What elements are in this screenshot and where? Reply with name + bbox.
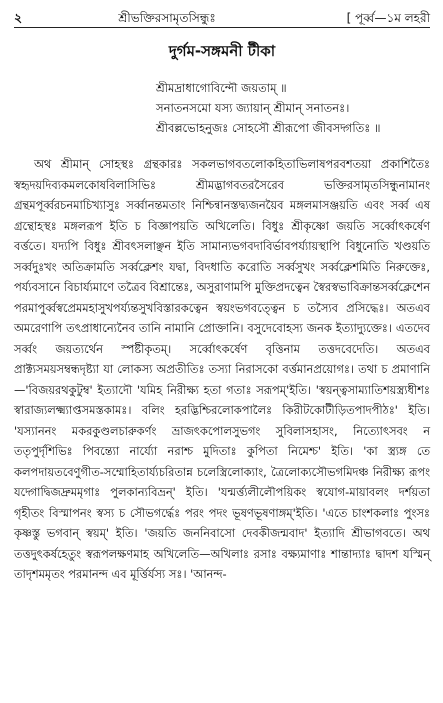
book-title: শ্রীভক্তিরসামৃতসিন্ধুঃ (118, 11, 216, 25)
section-label: [ পূর্ব্ব—১ম লহরী (346, 11, 430, 25)
verse-line: সনাতনসমো যস্য জ্যায়ান্ শ্রীমান্ সনাতনঃ। (156, 101, 350, 115)
commentary-heading: দুর্গম-সঙ্গমনী টীকা (168, 42, 276, 60)
page-header (14, 10, 430, 26)
verse-line: শ্রীমদ্রাধাগোবিন্দৌ জয়তাম্ ॥ (156, 81, 287, 95)
commentary-paragraph: অথ শ্রীমান্ সোহস্থঃ গ্রন্থকারঃ সকলভাগবতলোকহিতাভিলাষপরবশতয়া প্রকাশিতৈঃ স্বহৃদয়দিব্যকমলকোষবিলাসিভিঃ শ্রীমদ্ভাগবতরসৈরেব ভক্তিরসামৃতসিন্ধুনামানং গ্রন্থমপূর্ব্বরচনমাচিখ্যাসুঃ সর্ব্বানন্তমতাং নিশ্চিন্বানস্তদ্ব্যজনয়ৈব মঙ্গলমাসঞ্জয়তি এবং সর্ব্ব এষ গ্রন্থোহস্থঃ মঙ্গলরূপ ইতি চ বিজ্ঞাপয়তি অখিলেতি। বিধুঃ শ্রীকৃষ্ণো জয়তি সর্ব্বোৎকর্ষেণ বর্ত্ততে। যদ্যপি বিধুঃ শ্রীবৎসলাঞ্ছন ইতি সামান্যভগবদাবির্ভাবপর্য্যায়স্থাপি বিধুনোতি খণ্ডয়তি সর্ব্বদুঃখং অতিক্রামতি সর্ব্বক্লেশং যদ্বা, বিদধাতি করোতি সর্ব্বসুখং সর্ব্বক্লেশমিতি নিরুক্তেঃ, পর্য্যবসানে বিচার্য্যমাণে তত্রৈব বিশ্রান্তেঃ, অসুরাণামপি মুক্তিপ্রদত্বেন স্বৈরস্বভাবিক্রান্তসর্ব্বক্লেশেন পরমাপুর্ব্বস্বপ্রেমমহাসুখপর্য্যন্তসুখবিস্তারকত্বেন স্বয়ংভগবত্ত্বেন চ তস্যৈব প্রসিদ্ধেঃ। অতএব অমরেণাপি তৎপ্রাধান্যেনৈব তানি নামানি প্রোক্তানি। বসুদেবোহস্য জনক ইত্যাদ্যুক্তেঃ। এতদেব সর্ব্বং জয়ত্যর্থেন স্পষ্টীকৃতম্। সর্ব্বোৎকর্ষেণ বৃত্তিনাম তত্তদবেদেতি। অতএব প্রাক্ট্যসময়সম্বন্ধদৃষ্ট্যা যা লোকস্য অপ্রতীতিঃ তস্যা নিরাসকো বর্ত্তমানপ্রয়োগঃ। তথা চ প্রমাণানি—'বিজয়রথকুটুম্ব' ইত্যাদৌ 'যমিহ নিরীক্ষ্য হতা গতাঃ সরূপম্'ইতি। 'স্বয়ন্ত্বসাম্যাতিশয়স্ত্র্যধীশঃ স্বারাজ্যলক্ষ্ম্যাপ্তসমস্তকামঃ। বলিং হরদ্ভিশ্চিরলোকপালৈঃ কিরীটকোটীড়িতপাদপীঠঃ' ইতি। 'যস্যাননং মকরকুণ্ডলচারুকর্ণং ভ্রাজৎকপোলসুভগং সুবিলাসহাসং, নিত্যোৎসবং ন ততৃপুর্দৃশিভিঃ পিবন্ত্যো নার্য্যো নরাশ্চ মুদিতাঃ কুপিতা নিমেশ্চ' ইতি। 'কা স্ত্র্যঙ্গ তে কলপদায়তবেণুগীত-সম্মোহিতার্য্যচরিতান্ন চলেস্ত্রিলোক্যাং, ত্রৈলোক্যসৌভগমিদঞ্চ নিরীক্ষ্য রূপং যদ্গোদ্বিজদ্রুমমৃগাঃ পুলকান্যবিভ্রন্' ইতি। 'যন্মর্ত্ত্যলীলৌপয়িকং স্বযোগ-মায়াবলং দর্শয়তা গৃহীতং বিস্মাপনং স্বস্য চ সৌভগর্দ্ধেঃ পরং পদং ভূষণভূষণাঙ্গম্'ইতি। 'এতে চাংশকলাঃ পুংসঃ কৃষ্ণস্তু ভগবান্ স্বয়ম্' ইতি। 'জয়তি জননিবাসো দেবকীজন্মবাদ' ইত্যাদি শ্রীভাগবতে। অথ তত্তদুৎকর্ষহেতুং স্বরূপলক্ষণমাহ অখিলেতি—অখিলাঃ রসাঃ বক্ষ্যমাণাঃ শান্তাদ্যাঃ দ্বাদশ যস্মিন্ তাদৃশমমৃতং পরমানন্দ এব মূর্ত্তির্যস্য সঃ। 'আনন্দ- (14, 157, 430, 581)
invocation-verses (14, 78, 430, 138)
verse-line: শ্রীবল্লভোহনুজঃ সোহসৌ শ্রীরূপো জীবসদ্গতিঃ ॥ (156, 121, 381, 135)
page-number: ২ (14, 10, 23, 25)
header-rule (14, 27, 430, 28)
